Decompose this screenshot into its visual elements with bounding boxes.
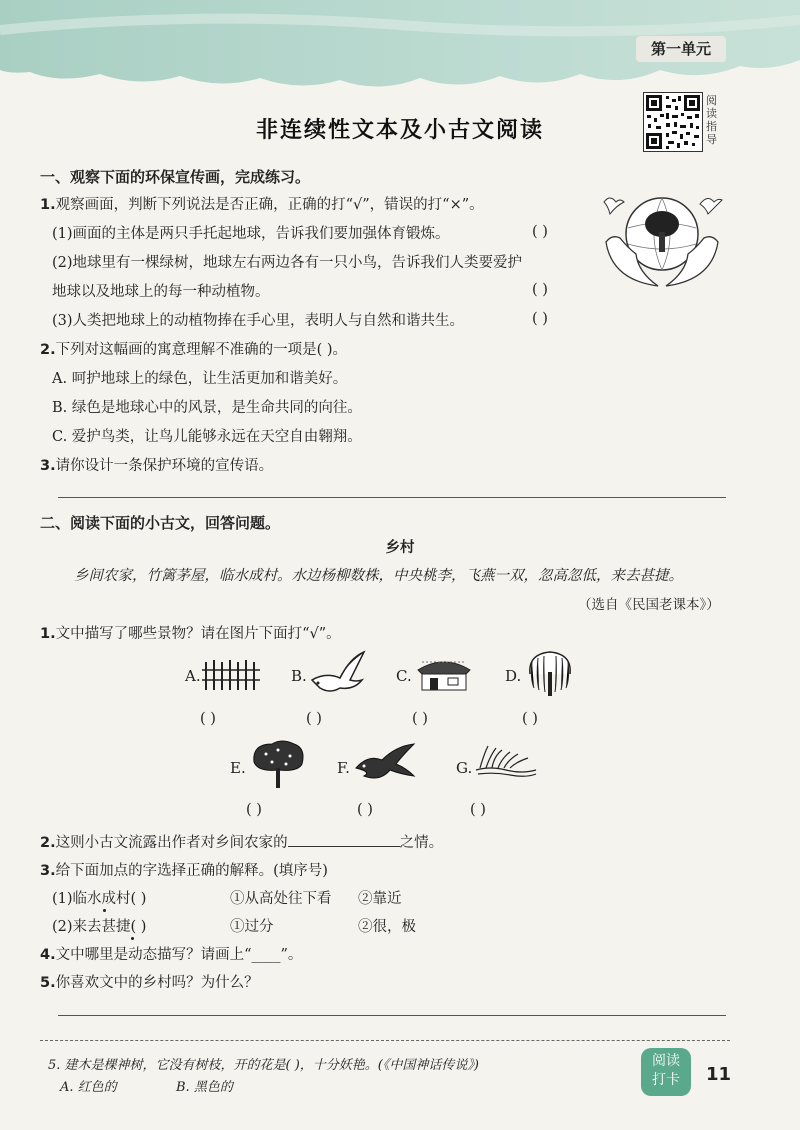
answer-paren[interactable]: ( )	[532, 311, 548, 327]
question-number: 2.	[40, 342, 56, 358]
question-1-2	[40, 340, 347, 360]
judge-item-1: (1)画面的主体是两只手托起地球，告诉我们要加强体育锻炼。	[52, 226, 450, 242]
question-number: 3.	[40, 458, 56, 474]
answer-paren[interactable]: ( )	[532, 282, 548, 298]
question-prompt: 下列对这幅画的寓意理解不准确的一项是( )。	[55, 342, 348, 358]
unit-tab: 第一单元	[636, 36, 726, 62]
picture-label-b: B.	[291, 667, 307, 685]
question-2-1	[40, 624, 341, 644]
judge-item-2-cont: 地球以及地球上的每一种动植物。	[52, 284, 270, 300]
question-1-1	[40, 195, 484, 215]
story-source: （选自《民国老课本》）	[578, 597, 720, 613]
fruit-tree-icon	[248, 738, 308, 790]
option-a[interactable]: A. 呵护地球上的绿色，让生活更加和谐美好。	[52, 371, 348, 387]
explain-choice-1: ①从高处往下看	[230, 891, 332, 907]
explain-choice-2: ②靠近	[358, 891, 402, 907]
judge-item-3: (3)人类把地球上的动植物捧在手心里，表明人与自然和谐共生。	[52, 313, 465, 329]
picture-answer-d[interactable]: ( )	[522, 711, 538, 727]
page-title: 非连续性文本及小古文阅读	[255, 118, 544, 143]
section-heading-1: 一、观察下面的环保宣传画，完成练习。	[40, 168, 311, 186]
picture-label-d: D.	[505, 667, 522, 685]
question-number: 5.	[40, 975, 56, 991]
question-prompt-end: 之情。	[399, 835, 444, 851]
picture-label-c: C.	[396, 667, 412, 685]
picture-answer-e[interactable]: ( )	[246, 802, 262, 818]
footer-option-b[interactable]: B. 黑色的	[176, 1080, 233, 1095]
question-prompt: 这则小古文流露出作者对乡间农家的	[55, 835, 288, 851]
checkin-badge[interactable]	[641, 1048, 691, 1096]
story-text: 乡间农家，竹篱茅屋，临水成村。水边杨柳数株，中央桃李，飞燕一双，忽高忽低，来去甚捷。	[74, 568, 683, 584]
crane-icon	[306, 650, 368, 696]
picture-label-f: F.	[337, 759, 350, 777]
answer-line[interactable]	[58, 497, 726, 498]
footer-question: 5. 建木是棵神树，它没有树枝，开的花是( )，十分妖艳。(《中国神话传说》)	[48, 1058, 479, 1073]
option-c[interactable]: C. 爱护鸟类，让鸟儿能够永远在天空自由翱翔。	[52, 429, 362, 445]
question-2-5	[40, 973, 259, 993]
question-prompt: 给下面加点的字选择正确的解释。(填序号)	[55, 863, 328, 879]
picture-label-a: A.	[185, 667, 201, 685]
page-number: 11	[706, 1064, 732, 1085]
question-number: 2.	[40, 835, 56, 851]
question-number: 1.	[40, 197, 56, 213]
question-prompt: 你喜欢文中的乡村吗？为什么？	[55, 975, 259, 991]
question-prompt: 请你设计一条保护环境的宣传语。	[55, 458, 274, 474]
checkin-line-2: 打卡	[652, 1072, 680, 1088]
question-number: 1.	[40, 626, 56, 642]
section-heading-2: 二、阅读下面的小古文，回答问题。	[40, 514, 281, 532]
explain-item-1[interactable]: (1)临水成村( )	[52, 891, 147, 907]
question-number: 3.	[40, 863, 56, 879]
picture-answer-a[interactable]: ( )	[200, 711, 216, 727]
fill-blank[interactable]	[288, 832, 400, 847]
question-2-4	[40, 945, 302, 965]
option-b[interactable]: B. 绿色是地球心中的风景，是生命共同的向往。	[52, 400, 362, 416]
picture-answer-g[interactable]: ( )	[470, 802, 486, 818]
footer-option-a[interactable]: A. 红色的	[60, 1080, 117, 1095]
picture-answer-c[interactable]: ( )	[412, 711, 428, 727]
emphasis-dot	[131, 937, 134, 940]
picture-answer-b[interactable]: ( )	[306, 711, 322, 727]
answer-paren[interactable]: ( )	[532, 224, 548, 240]
picture-answer-f[interactable]: ( )	[357, 802, 373, 818]
explain-item-2[interactable]: (2)来去甚捷( )	[52, 919, 147, 935]
judge-item-2: (2)地球里有一棵绿树，地球左右两边各有一只小鸟，告诉我们人类要爱护	[52, 255, 523, 271]
picture-label-g: G.	[456, 759, 473, 777]
picture-label-e: E.	[230, 759, 246, 777]
explain-choice-2: ②很，极	[358, 919, 416, 935]
question-2-3	[40, 861, 328, 881]
explain-choice-1: ①过分	[230, 919, 274, 935]
story-title: 乡村	[385, 539, 415, 556]
swallow-icon	[352, 742, 418, 784]
question-prompt: 文中哪里是动态描写？请画上“____”。	[55, 947, 303, 963]
thatched-hut-icon	[414, 654, 474, 692]
waterside-grass-icon	[474, 744, 538, 780]
question-1-3	[40, 456, 273, 476]
fence-icon	[202, 656, 262, 692]
question-2-2	[40, 832, 443, 853]
emphasis-dot	[103, 909, 106, 912]
question-prompt: 观察画面，判断下列说法是否正确，正确的打“√”，错误的打“×”。	[55, 197, 484, 213]
checkin-line-1: 阅读	[652, 1053, 680, 1069]
divider	[40, 1040, 730, 1041]
answer-line[interactable]	[58, 1015, 726, 1016]
earth-in-hands-icon	[598, 188, 726, 298]
question-prompt: 文中描写了哪些景物？请在图片下面打“√”。	[55, 626, 341, 642]
willow-tree-icon	[522, 648, 578, 698]
question-number: 4.	[40, 947, 56, 963]
qr-caption: 阅读指导	[706, 94, 717, 146]
